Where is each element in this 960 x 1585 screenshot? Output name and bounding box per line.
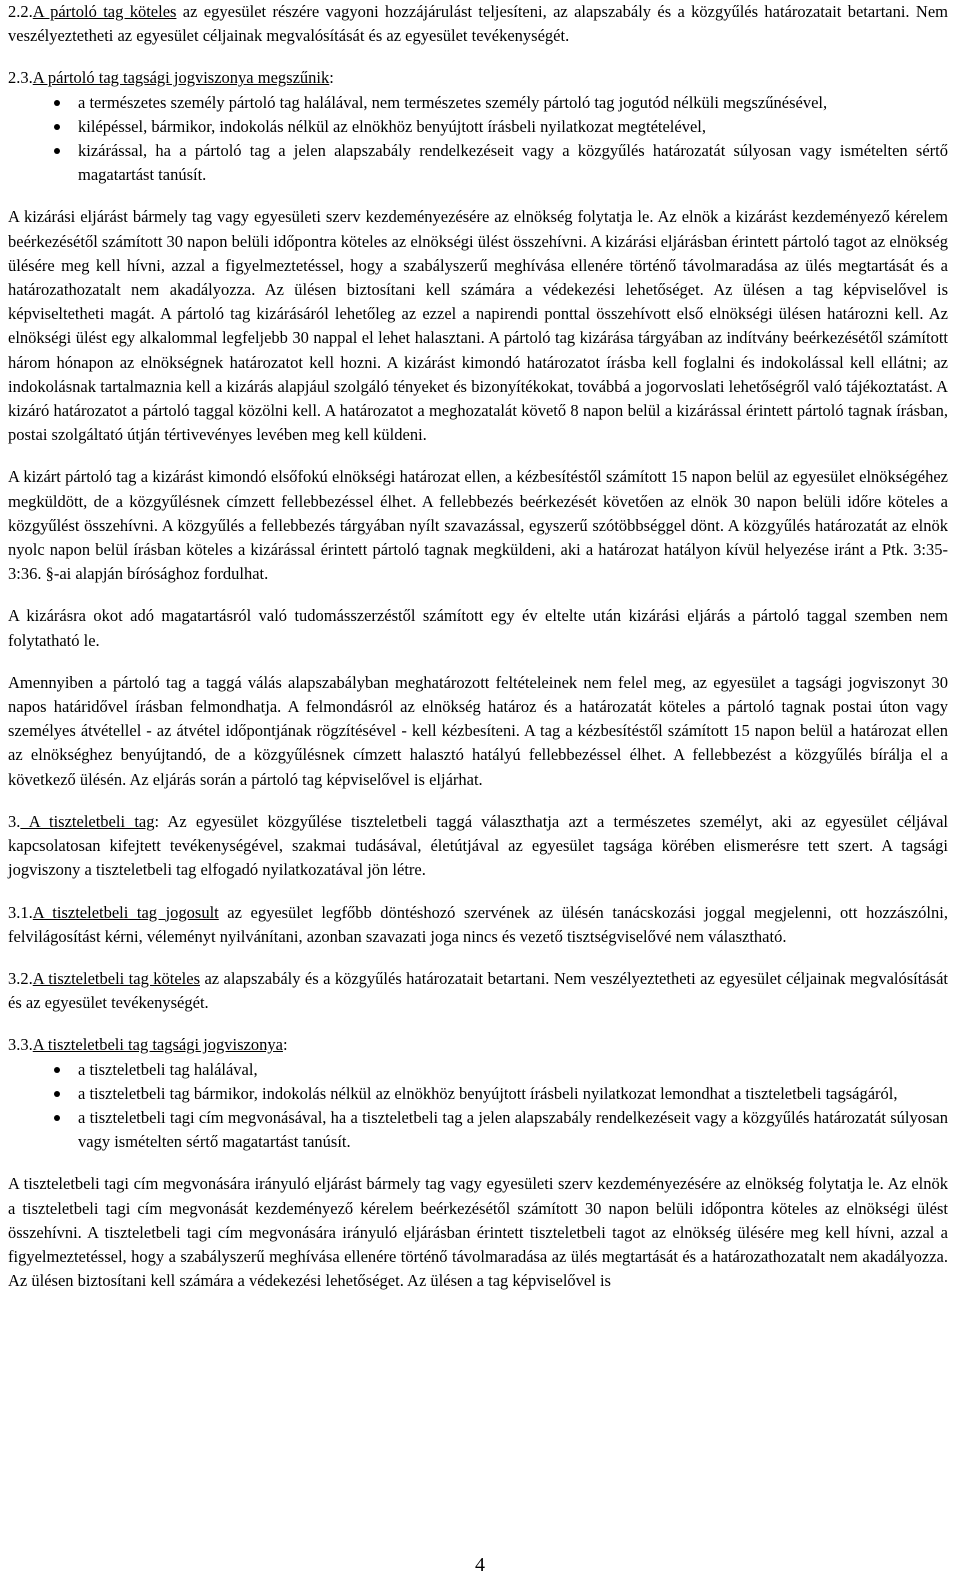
bullet-icon [54,100,60,106]
section-text: az alapszabály és a közgyűlés határozatait betartani. Nem veszélyeztetheti az egyesület céljainak megvalósítását és az egyesület tevékenységét. [8,968,948,1013]
bullet-icon [54,124,60,130]
list-item: kizárással, ha a pártoló tag a jelen alapszabály rendelkezéseit vagy a közgyűlés határozatát súlyosan vagy ismételten sértő magatartást tanúsít. [8,139,948,187]
section-text: : Az egyesület közgyűlése tiszteletbeli taggá választhatja azt a természetes személyt, aki az egyesület céljával kapcsolatosan kifejtett tevékenységével, szakmai tudásával, életútjával az egyesület tagsága körében elismerésre tett szert. A tagsági jogviszony a tiszteletbeli tag elfogadó nyilatkozatával jön létre. [8,811,948,880]
page-number: 4 [475,1554,485,1576]
section-number: 3.2. [8,968,33,988]
list-item: a tiszteletbeli tag bármikor, indokolás nélkül az elnökhöz benyújtott írásbeli nyilatkozat lemondhat a tiszteletbeli tagságáról, [8,1082,948,1106]
section-title: A pártoló tag köteles [32,2,177,21]
section-number: 3.3. [8,1035,33,1055]
bullet-icon [54,1115,60,1121]
section-colon: : [282,1035,288,1055]
section-title: A tiszteletbeli tag köteles [32,968,201,988]
paragraph: Amennyiben a pártoló tag a taggá válás alapszabályban meghatározott feltételeinek nem felel meg, az egyesület a tagsági jogviszonyt 30 napos határidővel írásban felmondhatja. A felmondásról az elnökség határoz és a határozatát köteles a pártoló tagnak postai úton vagy személyes átvétellel - az átvétel időpontjának rögzítésével - kell kézbesíteni. A tag a kézbesítéstől számított 15 napon belül a határozat ellen az elnökséghez benyújtandó, de a közgyűlésnek címzett halasztó hatályú fellebbezéssel élhet. A fellebbezést a közgyűlés bírálja el a következő ülésén. Az eljárás során a pártoló tag képviselővel is eljárhat. [8,672,948,789]
section-3-2 [8,967,948,1015]
section-title: A tiszteletbeli tag jogosult [32,902,219,922]
section-2-3 [8,66,948,90]
list-item: a tiszteletbeli tagi cím megvonásával, ha a tiszteletbeli tag a jelen alapszabály rendelkezéseit vagy a közgyűlés határozatát súlyosan vagy ismételten sértő magatartást tanúsít. [8,1106,948,1154]
paragraph: A kizárt pártoló tag a kizárást kimondó elsőfokú elnökségi határozat ellen, a kézbesítéstől számított 15 napon belül az egyesület elnökségéhez megküldött, de a közgyűlésnek címzett fellebbezéssel élhet. A fellebbezés beérkezését követően az elnök 30 napon belüli időre köteles a közgyűlést összehívni. A közgyűlés a fellebbezés tárgyában nyílt szavazással, egyszerű szótöbbséggel dönt. A közgyűlés határozatát az elnök nyolc napon belül írásban köteles a kizárással érintett pártoló tagnak megküldeni, aki a határozat hatályon kívül helyezése iránt a Ptk. 3:35-3:36. §-ai alapján bírósághoz fordulhat. [8,467,948,584]
section-3-3 [8,1033,948,1057]
list-item: kilépéssel, bármikor, indokolás nélkül az elnökhöz benyújtott írásbeli nyilatkozat megtételével, [8,115,948,139]
paragraph: A kizárásra okot adó magatartásról való tudomásszerzéstől számított egy év eltelte után kizárási eljárás a pártoló taggal szemben nem folytatható le. [8,606,948,650]
section-number: 3. [8,811,21,831]
section-3-1 [8,901,948,949]
paragraph: A tiszteletbeli tagi cím megvonására irányuló eljárást bármely tag vagy egyesületi szerv kezdeményezésére az elnökség folytatja le. Az elnök a tiszteletbeli tagi cím megvonását kezdeményező kérelem beérkezésétől számított 30 napon belüli időpontra köteles az elnökségi ülést összehívni. A tiszteletbeli tagi cím megvonására irányuló eljárásban érintett tiszteletbeli tagot az elnökség ülésére meg kell hívni, azzal a figyelmeztetéssel, hogy a szabályszerű meghívása ellenére történő távolmaradása az ülés megtartását és a határozathozatalt nem akadályozza. Az ülésen biztosítani kell számára a védekezési lehetőséget. Az ülésen a tag képviselővel is [8,1174,948,1291]
bullet-list [8,91,948,188]
document-page [8,0,948,1293]
section-number: 3.1. [8,902,33,922]
list-item: a tiszteletbeli tag halálával, [8,1058,948,1082]
section-2-2 [8,0,948,48]
section-title: A pártoló tag tagsági jogviszonya megszűnik [32,68,330,88]
section-title: A tiszteletbeli tag [20,811,155,831]
list-item: a természetes személy pártoló tag halálával, nem természetes személy pártoló tag jogutód nélküli megszűnésével, [8,91,948,115]
bullet-icon [54,148,60,154]
section-number: 2.2. [8,2,33,21]
section-colon: : [329,68,334,88]
paragraph: A kizárási eljárást bármely tag vagy egyesületi szerv kezdeményezésére az elnökség folytatja le. Az elnök a kizárást kezdeményező kérelem beérkezésétől számított 30 napon belüli időpontra köteles az elnökségi ülést összehívni. A kizárási eljárásban érintett pártoló tagot az elnökség ülésére meg kell hívni, azzal a figyelmeztetéssel, hogy a szabályszerű meghívása ellenére történő távolmaradása az ülés megtartását és a határozathozatalt nem akadályozza. Az ülésen biztosítani kell számára a védekezési lehetőséget. Az ülésen a tag képviselővel is képviseltetheti magát. A pártoló tag kizárásáról lehetőleg az ezzel a napirendi ponttal összehívott első elnökségi ülésen határozni kell. Az elnökségi ülést egy alkalommal legfeljebb 30 nappal el lehet halasztani. A pártoló tag kizárása tárgyában az indítvány beérkezésétől számított három hónapon az elnökségnek határozatot kell hozni. A kizárást kimondó határozatot írásba kell foglalni és indokolással kell ellátni; az indokolásnak tartalmaznia kell a kizárás alapjául szolgáló tényeket és bizonyítékokat, továbbá a jogorvoslati lehetőségről való tájékoztatást. A kizáró határozatot a pártoló taggal közölni kell. A határozatot a meghozatalát követő 8 napon belül a kizárással érintett pártoló tagnak írásban, postai szolgáltató útján tértivevényes levében meg kell küldeni. [8,207,948,445]
section-3 [8,810,948,883]
section-text: az egyesület legfőbb döntéshozó szervének az ülésén tanácskozási joggal megjelenni, ott hozzászólni, felvilágosítást kérni, véleményt nyilvánítani, azonban szavazati joga nincs és vezető tisztségviselővé nem választható. [8,902,948,946]
section-number: 2.3. [8,68,33,88]
section-title: A tiszteletbeli tag tagsági jogviszonya [32,1035,283,1055]
bullet-icon [54,1067,60,1073]
bullet-list [8,1058,948,1155]
section-text: az egyesület részére vagyoni hozzájárulást teljesíteni, az alapszabály és a közgyűlés határozatait betartani. Nem veszélyeztetheti az egyesület céljainak megvalósítását és az egyesület tevékenységét. [8,2,948,46]
bullet-icon [54,1091,60,1097]
